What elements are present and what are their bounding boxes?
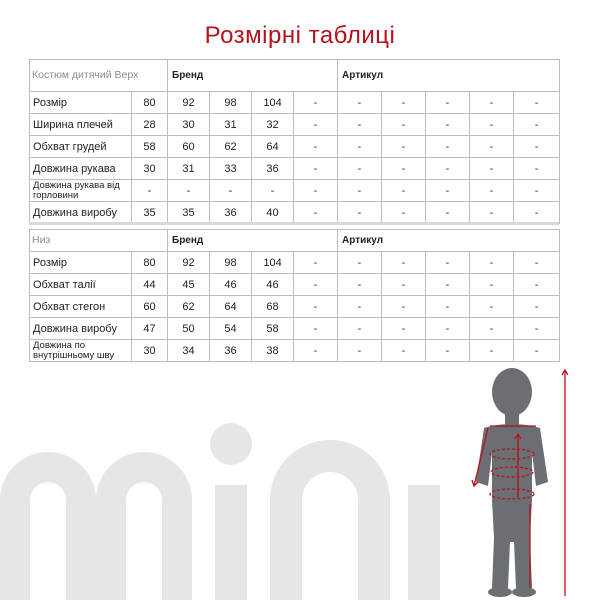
size-value-cell: 50 bbox=[168, 318, 210, 340]
row-label: Розмір bbox=[30, 252, 132, 274]
article-value-cell: - bbox=[514, 274, 560, 296]
size-value-cell: 54 bbox=[210, 318, 252, 340]
size-value-cell: - bbox=[132, 180, 168, 202]
size-value-cell: 28 bbox=[132, 114, 168, 136]
size-table-top bbox=[29, 59, 560, 224]
size-value-cell: 30 bbox=[168, 114, 210, 136]
article-value-cell: - bbox=[426, 114, 470, 136]
article-value-cell: - bbox=[470, 136, 514, 158]
size-value-cell: 36 bbox=[210, 340, 252, 362]
brand-header: Бренд bbox=[168, 230, 338, 252]
size-value-cell: - bbox=[252, 180, 294, 202]
size-value-cell: 58 bbox=[252, 318, 294, 340]
mini-logo bbox=[0, 360, 450, 600]
size-value-cell: - bbox=[210, 180, 252, 202]
row-label: Довжина виробу bbox=[30, 318, 132, 340]
article-header: Артикул bbox=[338, 60, 560, 92]
table-row bbox=[30, 158, 560, 180]
article-value-cell: - bbox=[382, 114, 426, 136]
row-label: Довжина рукава від горловини bbox=[30, 180, 132, 202]
article-value-cell: - bbox=[426, 202, 470, 224]
article-value-cell: - bbox=[470, 296, 514, 318]
table-shadow bbox=[29, 222, 559, 225]
article-value-cell: - bbox=[514, 158, 560, 180]
section-label: Костюм дитячий Верх bbox=[32, 69, 139, 81]
article-value-cell: - bbox=[294, 252, 338, 274]
article-value-cell: - bbox=[514, 114, 560, 136]
article-value-cell: - bbox=[426, 252, 470, 274]
size-value-cell: 62 bbox=[168, 296, 210, 318]
table-row bbox=[30, 252, 560, 274]
article-value-cell: - bbox=[426, 158, 470, 180]
row-label: Обхват грудей bbox=[30, 136, 132, 158]
article-value-cell: - bbox=[470, 158, 514, 180]
table-row bbox=[30, 274, 560, 296]
size-value-cell: 38 bbox=[252, 340, 294, 362]
article-value-cell: - bbox=[426, 296, 470, 318]
size-value-cell: 92 bbox=[168, 252, 210, 274]
article-value-cell: - bbox=[382, 318, 426, 340]
table-row bbox=[30, 136, 560, 158]
article-value-cell: - bbox=[382, 252, 426, 274]
row-label: Довжина виробу bbox=[30, 202, 132, 224]
article-value-cell: - bbox=[514, 340, 560, 362]
row-label: Ширина плечей bbox=[30, 114, 132, 136]
size-value-cell: 33 bbox=[210, 158, 252, 180]
article-value-cell: - bbox=[470, 114, 514, 136]
article-value-cell: - bbox=[470, 318, 514, 340]
article-value-cell: - bbox=[338, 202, 382, 224]
article-value-cell: - bbox=[470, 180, 514, 202]
article-value-cell: - bbox=[294, 114, 338, 136]
article-value-cell: - bbox=[514, 296, 560, 318]
size-value-cell: 30 bbox=[132, 158, 168, 180]
article-value-cell: - bbox=[382, 158, 426, 180]
article-value-cell: - bbox=[426, 180, 470, 202]
row-label: Розмір bbox=[30, 92, 132, 114]
article-value-cell: - bbox=[338, 136, 382, 158]
article-value-cell: - bbox=[514, 92, 560, 114]
size-value-cell: 31 bbox=[168, 158, 210, 180]
article-value-cell: - bbox=[470, 92, 514, 114]
article-value-cell: - bbox=[514, 252, 560, 274]
size-value-cell: 35 bbox=[168, 202, 210, 224]
article-value-cell: - bbox=[338, 114, 382, 136]
article-value-cell: - bbox=[426, 274, 470, 296]
article-value-cell: - bbox=[294, 180, 338, 202]
article-value-cell: - bbox=[382, 180, 426, 202]
article-value-cell: - bbox=[338, 274, 382, 296]
size-value-cell: 44 bbox=[132, 274, 168, 296]
size-value-cell: 46 bbox=[252, 274, 294, 296]
row-label: Довжина рукава bbox=[30, 158, 132, 180]
article-value-cell: - bbox=[382, 274, 426, 296]
article-value-cell: - bbox=[338, 180, 382, 202]
size-value-cell: - bbox=[168, 180, 210, 202]
article-value-cell: - bbox=[294, 296, 338, 318]
size-value-cell: 40 bbox=[252, 202, 294, 224]
size-value-cell: 104 bbox=[252, 252, 294, 274]
size-value-cell: 30 bbox=[132, 340, 168, 362]
size-value-cell: 104 bbox=[252, 92, 294, 114]
size-value-cell: 64 bbox=[252, 136, 294, 158]
article-value-cell: - bbox=[382, 92, 426, 114]
article-value-cell: - bbox=[426, 340, 470, 362]
size-value-cell: 60 bbox=[132, 296, 168, 318]
article-value-cell: - bbox=[470, 252, 514, 274]
article-value-cell: - bbox=[382, 340, 426, 362]
size-table-bottom bbox=[29, 229, 560, 362]
size-value-cell: 64 bbox=[210, 296, 252, 318]
size-value-cell: 46 bbox=[210, 274, 252, 296]
row-label: Довжина по внутрішньому шву bbox=[30, 340, 132, 362]
article-value-cell: - bbox=[338, 252, 382, 274]
size-value-cell: 98 bbox=[210, 92, 252, 114]
section-header: Низ bbox=[30, 230, 168, 252]
size-value-cell: 80 bbox=[132, 252, 168, 274]
size-value-cell: 45 bbox=[168, 274, 210, 296]
article-value-cell: - bbox=[426, 318, 470, 340]
article-value-cell: - bbox=[338, 158, 382, 180]
table-row bbox=[30, 340, 560, 362]
article-value-cell: - bbox=[470, 202, 514, 224]
article-value-cell: - bbox=[294, 136, 338, 158]
table-row bbox=[30, 296, 560, 318]
article-value-cell: - bbox=[426, 136, 470, 158]
table-row bbox=[30, 202, 560, 224]
size-value-cell: 62 bbox=[210, 136, 252, 158]
child-silhouette-icon bbox=[450, 362, 580, 600]
size-value-cell: 36 bbox=[210, 202, 252, 224]
brand-header: Бренд bbox=[168, 60, 338, 92]
article-value-cell: - bbox=[426, 92, 470, 114]
article-value-cell: - bbox=[338, 296, 382, 318]
page-title: Розмірні таблиці bbox=[204, 22, 396, 49]
article-value-cell: - bbox=[294, 158, 338, 180]
size-value-cell: 68 bbox=[252, 296, 294, 318]
table-row bbox=[30, 180, 560, 202]
size-value-cell: 98 bbox=[210, 252, 252, 274]
article-value-cell: - bbox=[514, 318, 560, 340]
article-value-cell: - bbox=[514, 136, 560, 158]
article-value-cell: - bbox=[338, 318, 382, 340]
size-value-cell: 36 bbox=[252, 158, 294, 180]
article-value-cell: - bbox=[294, 274, 338, 296]
article-value-cell: - bbox=[382, 296, 426, 318]
article-value-cell: - bbox=[470, 274, 514, 296]
article-value-cell: - bbox=[294, 92, 338, 114]
table-row bbox=[30, 92, 560, 114]
size-value-cell: 92 bbox=[168, 92, 210, 114]
table-row bbox=[30, 114, 560, 136]
article-value-cell: - bbox=[382, 136, 426, 158]
article-header: Артикул bbox=[338, 230, 560, 252]
section-header bbox=[30, 60, 168, 92]
article-value-cell: - bbox=[338, 340, 382, 362]
row-label: Обхват стегон bbox=[30, 296, 132, 318]
size-value-cell: 34 bbox=[168, 340, 210, 362]
size-value-cell: 35 bbox=[132, 202, 168, 224]
size-value-cell: 32 bbox=[252, 114, 294, 136]
size-value-cell: 58 bbox=[132, 136, 168, 158]
size-value-cell: 47 bbox=[132, 318, 168, 340]
article-value-cell: - bbox=[294, 340, 338, 362]
article-value-cell: - bbox=[294, 318, 338, 340]
article-value-cell: - bbox=[470, 340, 514, 362]
article-value-cell: - bbox=[514, 180, 560, 202]
article-value-cell: - bbox=[382, 202, 426, 224]
row-label: Обхват талії bbox=[30, 274, 132, 296]
article-value-cell: - bbox=[514, 202, 560, 224]
article-value-cell: - bbox=[338, 92, 382, 114]
table-row bbox=[30, 318, 560, 340]
size-value-cell: 60 bbox=[168, 136, 210, 158]
size-value-cell: 80 bbox=[132, 92, 168, 114]
size-value-cell: 31 bbox=[210, 114, 252, 136]
article-value-cell: - bbox=[294, 202, 338, 224]
